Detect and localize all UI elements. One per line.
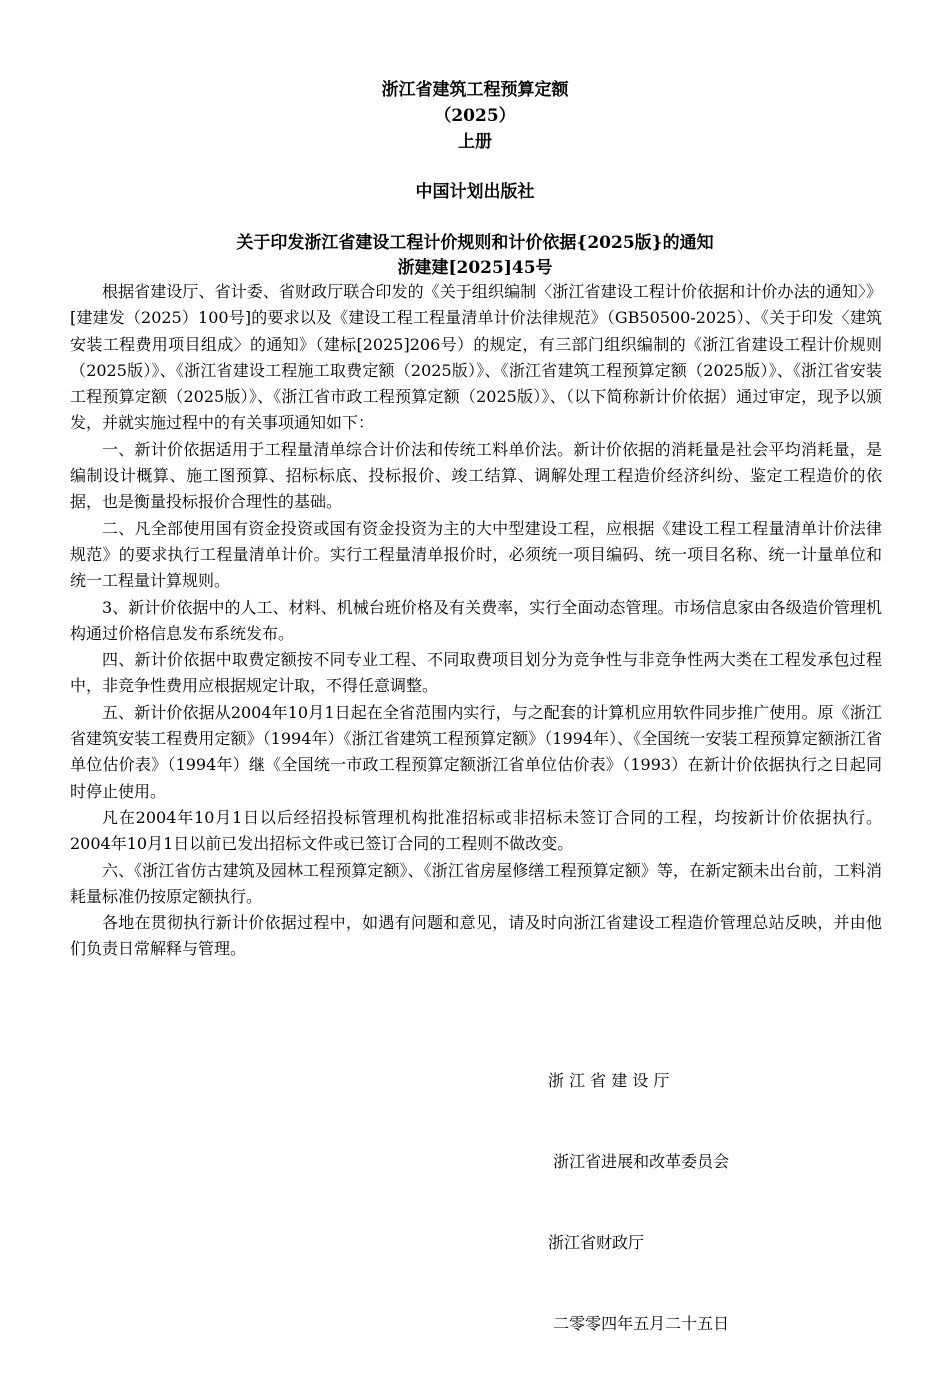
signatory-development-commission: 浙江省进展和改革委员会 [548, 1152, 730, 1171]
paragraph: 五、新计价依据从2004年10月1日起在全省范围内实行，与之配套的计算机应用软件同步推广使用。原《浙江省建筑安装工程费用定额》（1994年）《浙江省建筑工程预算定额》（1994年）、《全国统一安装工程预算定额浙江省单位估价表》（1994年）继《全国统一市政工程预算定额浙江省单位估价表》（1993）在新计价依据执行之日起同时停止使用。 [70, 702, 882, 801]
paragraph: 四、新计价依据中取费定额按不同专业工程、不同取费项目划分为竞争性与非竞争性两大类在工程发承包过程中，非竞争性费用应根据规定计取，不得任意调整。 [70, 650, 882, 696]
signature-date: 二零零四年五月二十五日 [548, 1314, 730, 1333]
signature-block [548, 1013, 729, 1391]
publisher: 中国计划出版社 [415, 182, 535, 202]
signatory-construction-dept: 浙 江 省 建 设 厅 [548, 1071, 670, 1090]
book-year: （2025） [434, 106, 516, 126]
signatory-finance-dept: 浙江省财政厅 [548, 1233, 645, 1252]
book-title: 浙江省建筑工程预算定额 [381, 80, 569, 100]
paragraph: 3、新计价依据中的人工、材料、机械台班价格及有关费率，实行全面动态管理。市场信息家由各级造价管理机构通过价格信息发布系统发布。 [70, 597, 882, 643]
paragraph: 凡在2004年10月1日以后经招投标管理机构批准招标或非招标未签订合同的工程，均按新计价依据执行。2004年10月1日以前已发出招标文件或已签订合同的工程则不做改变。 [70, 807, 882, 854]
notice-body [70, 279, 882, 963]
book-volume: 上册 [458, 132, 492, 152]
paragraph: 各地在贯彻执行新计价依据过程中，如遇有问题和意见，请及时向浙江省建设工程造价管理总站反映，并由他们负责日常解释与管理。 [70, 913, 882, 959]
notice-title: 关于印发浙江省建设工程计价规则和计价依据{2025版}的通知 [236, 233, 714, 253]
paragraph: 一、新计价依据适用于工程量清单综合计价法和传统工料单价法。新计价依据的消耗量是社会平均消耗量，是编制设计概算、施工图预算、招标标底、投标报价、竣工结算、调解处理工程造价经济纠纷、鉴定工程造价的依据，也是衡量投标报价合理性的基础。 [70, 439, 882, 512]
paragraph: 二、凡全部使用国有资金投资或国有资金投资为主的大中型建设工程，应根据《建设工程工程量清单计价法律规范》的要求执行工程量清单计价。实行工程量清单报价时，必须统一项目编码、统一项目名称、统一计量单位和统一工程量计算规则。 [70, 518, 882, 591]
paragraph: 根据省建设厅、省计委、省财政厅联合印发的《关于组织编制〈浙江省建设工程计价依据和计价办法的通知〉》[建建发（2025）100号]的要求以及《建设工程工程量清单计价法律规范》（GB50500-2025）、《关于印发〈建筑安装工程费用项目组成〉的通知》（建标[2025]206号）的规定，有三部门组织编制的《浙江省建设工程计价规则（2025版）》、《浙江省建设工程施工取费定额（2025版）》、《浙江省建筑工程预算定额（2025版）》、《浙江省安装工程预算定额（2025版）》、《浙江省市政工程预算定额（2025版）》、（以下简称新计价依据）通过审定，现予以颁发，并就实施过程中的有关事项通知如下： [70, 282, 882, 433]
paragraph: 六、《浙江省仿古建筑及园林工程预算定额》、《浙江省房屋修缮工程预算定额》等，在新定额未出台前，工料消耗量标准仍按原定额执行。 [70, 860, 882, 906]
doc-number: 浙建建[2025]45号 [397, 258, 553, 278]
